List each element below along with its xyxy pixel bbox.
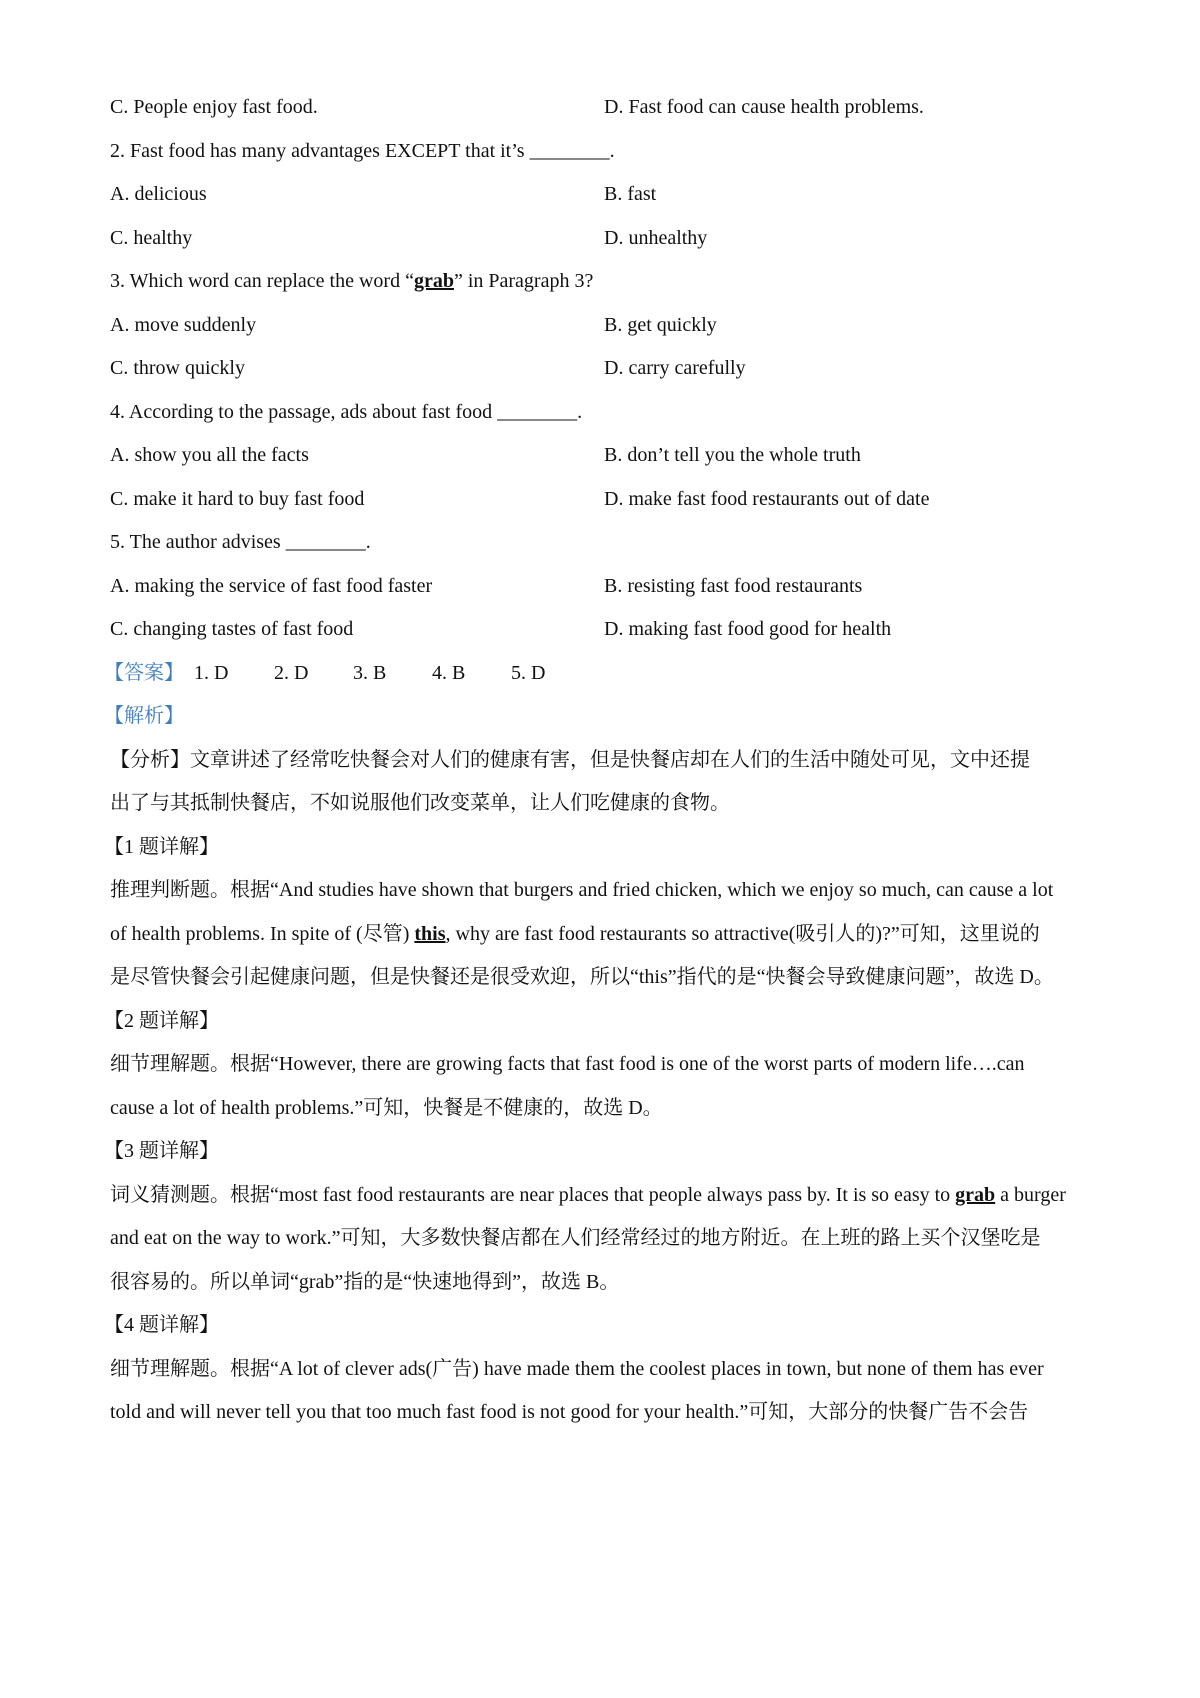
detail-4-title: 【4 题详解】 bbox=[104, 1314, 219, 1336]
q3-options-row-cd bbox=[110, 354, 1100, 382]
q5-option-b: B. resisting fast food restaurants bbox=[604, 575, 863, 597]
q5-stem: 5. The author advises ________. bbox=[110, 531, 371, 553]
q5-option-a: A. making the service of fast food faster bbox=[110, 575, 433, 597]
summary-line-2: 出了与其抵制快餐店，不如说服他们改变菜单，让人们吃健康的食物。 bbox=[110, 792, 730, 814]
detail-1-keyword: this bbox=[414, 923, 446, 945]
answer-item-4: 4. B bbox=[432, 662, 466, 684]
q2-stem: 2. Fast food has many advantages EXCEPT that it’s ________. bbox=[110, 140, 615, 162]
detail-2-line-1: 细节理解题。根据“However, there are growing facts that fast food is one of the worst parts of modern life….can bbox=[110, 1053, 1025, 1075]
q1-option-d: D. Fast food can cause health problems. bbox=[604, 96, 924, 118]
detail-1-line-2 bbox=[110, 920, 1100, 948]
detail-3-line-1-post: a burger bbox=[995, 1184, 1066, 1206]
q3-stem-pre: 3. Which word can replace the word “ bbox=[110, 270, 414, 292]
q5-options-row-ab bbox=[110, 572, 1100, 600]
detail-4-line-2: told and will never tell you that too much fast food is not good for your health.”可知，大部分的快餐广告不会告 bbox=[110, 1401, 1029, 1423]
q2-option-c: C. healthy bbox=[110, 227, 193, 249]
q2-options-row-ab bbox=[110, 180, 1100, 208]
q4-option-b: B. don’t tell you the whole truth bbox=[604, 444, 861, 466]
q5-options-row-cd bbox=[110, 615, 1100, 643]
detail-4-line-1: 细节理解题。根据“A lot of clever ads(广告) have made them the coolest places in town, but none of them has ever bbox=[110, 1358, 1044, 1380]
detail-1-line-3: 是尽管快餐会引起健康问题，但是快餐还是很受欢迎，所以“this”指代的是“快餐会导致健康问题”，故选 D。 bbox=[110, 966, 1054, 988]
q5-option-d: D. making fast food good for health bbox=[604, 618, 892, 640]
q2-option-b: B. fast bbox=[604, 183, 657, 205]
summary-line-1: 【分析】文章讲述了经常吃快餐会对人们的健康有害，但是快餐店却在人们的生活中随处可见，文中还提 bbox=[110, 749, 1030, 771]
answer-item-3: 3. B bbox=[353, 662, 387, 684]
q4-option-a: A. show you all the facts bbox=[110, 444, 309, 466]
answer-label: 【答案】 bbox=[104, 662, 184, 684]
q3-stem bbox=[110, 267, 593, 295]
detail-3-line-1 bbox=[110, 1181, 1100, 1209]
detail-3-line-1-pre: 词义猜测题。根据“most fast food restaurants are near places that people always pass by. It is so easy to bbox=[110, 1184, 956, 1206]
q4-option-d: D. make fast food restaurants out of date bbox=[604, 488, 930, 510]
detail-3-title: 【3 题详解】 bbox=[104, 1140, 219, 1162]
detail-2-title: 【2 题详解】 bbox=[104, 1010, 219, 1032]
answer-item-2: 2. D bbox=[274, 662, 309, 684]
detail-1-line-1: 推理判断题。根据“And studies have shown that burgers and fried chicken, which we enjoy so much, can cause a lot bbox=[110, 879, 1054, 901]
q2-option-d: D. unhealthy bbox=[604, 227, 708, 249]
q1-option-c: C. People enjoy fast food. bbox=[110, 96, 318, 118]
answer-item-1: 1. D bbox=[194, 662, 229, 684]
answer-line bbox=[104, 659, 1100, 687]
q3-option-d: D. carry carefully bbox=[604, 357, 746, 379]
q3-option-c: C. throw quickly bbox=[110, 357, 245, 379]
q2-option-a: A. delicious bbox=[110, 183, 207, 205]
detail-1-line-2-post: , why are fast food restaurants so attractive(吸引人的)?”可知，这里说的 bbox=[445, 923, 1040, 945]
detail-2-line-2: cause a lot of health problems.”可知，快餐是不健康的，故选 D。 bbox=[110, 1097, 663, 1119]
detail-3-line-2: and eat on the way to work.”可知，大多数快餐店都在人们经常经过的地方附近。在上班的路上买个汉堡吃是 bbox=[110, 1227, 1041, 1249]
answer-item-5: 5. D bbox=[511, 662, 546, 684]
q2-options-row-cd bbox=[110, 224, 1100, 252]
q4-options-row-cd bbox=[110, 485, 1100, 513]
q3-options-row-ab bbox=[110, 311, 1100, 339]
q4-option-c: C. make it hard to buy fast food bbox=[110, 488, 365, 510]
q4-stem: 4. According to the passage, ads about fast food ________. bbox=[110, 401, 583, 423]
q3-option-a: A. move suddenly bbox=[110, 314, 257, 336]
analysis-label: 【解析】 bbox=[104, 705, 184, 727]
q4-options-row-ab bbox=[110, 441, 1100, 469]
q5-option-c: C. changing tastes of fast food bbox=[110, 618, 354, 640]
detail-1-title: 【1 题详解】 bbox=[104, 836, 219, 858]
q3-stem-keyword: grab bbox=[413, 270, 454, 292]
q3-stem-post: ” in Paragraph 3? bbox=[453, 270, 594, 292]
detail-3-line-3: 很容易的。所以单词“grab”指的是“快速地得到”，故选 B。 bbox=[110, 1271, 620, 1293]
detail-1-line-2-pre: of health problems. In spite of (尽管) bbox=[110, 923, 415, 945]
q1-options-row-cd bbox=[110, 93, 1100, 121]
q3-option-b: B. get quickly bbox=[604, 314, 717, 336]
detail-3-keyword: grab bbox=[955, 1184, 996, 1206]
